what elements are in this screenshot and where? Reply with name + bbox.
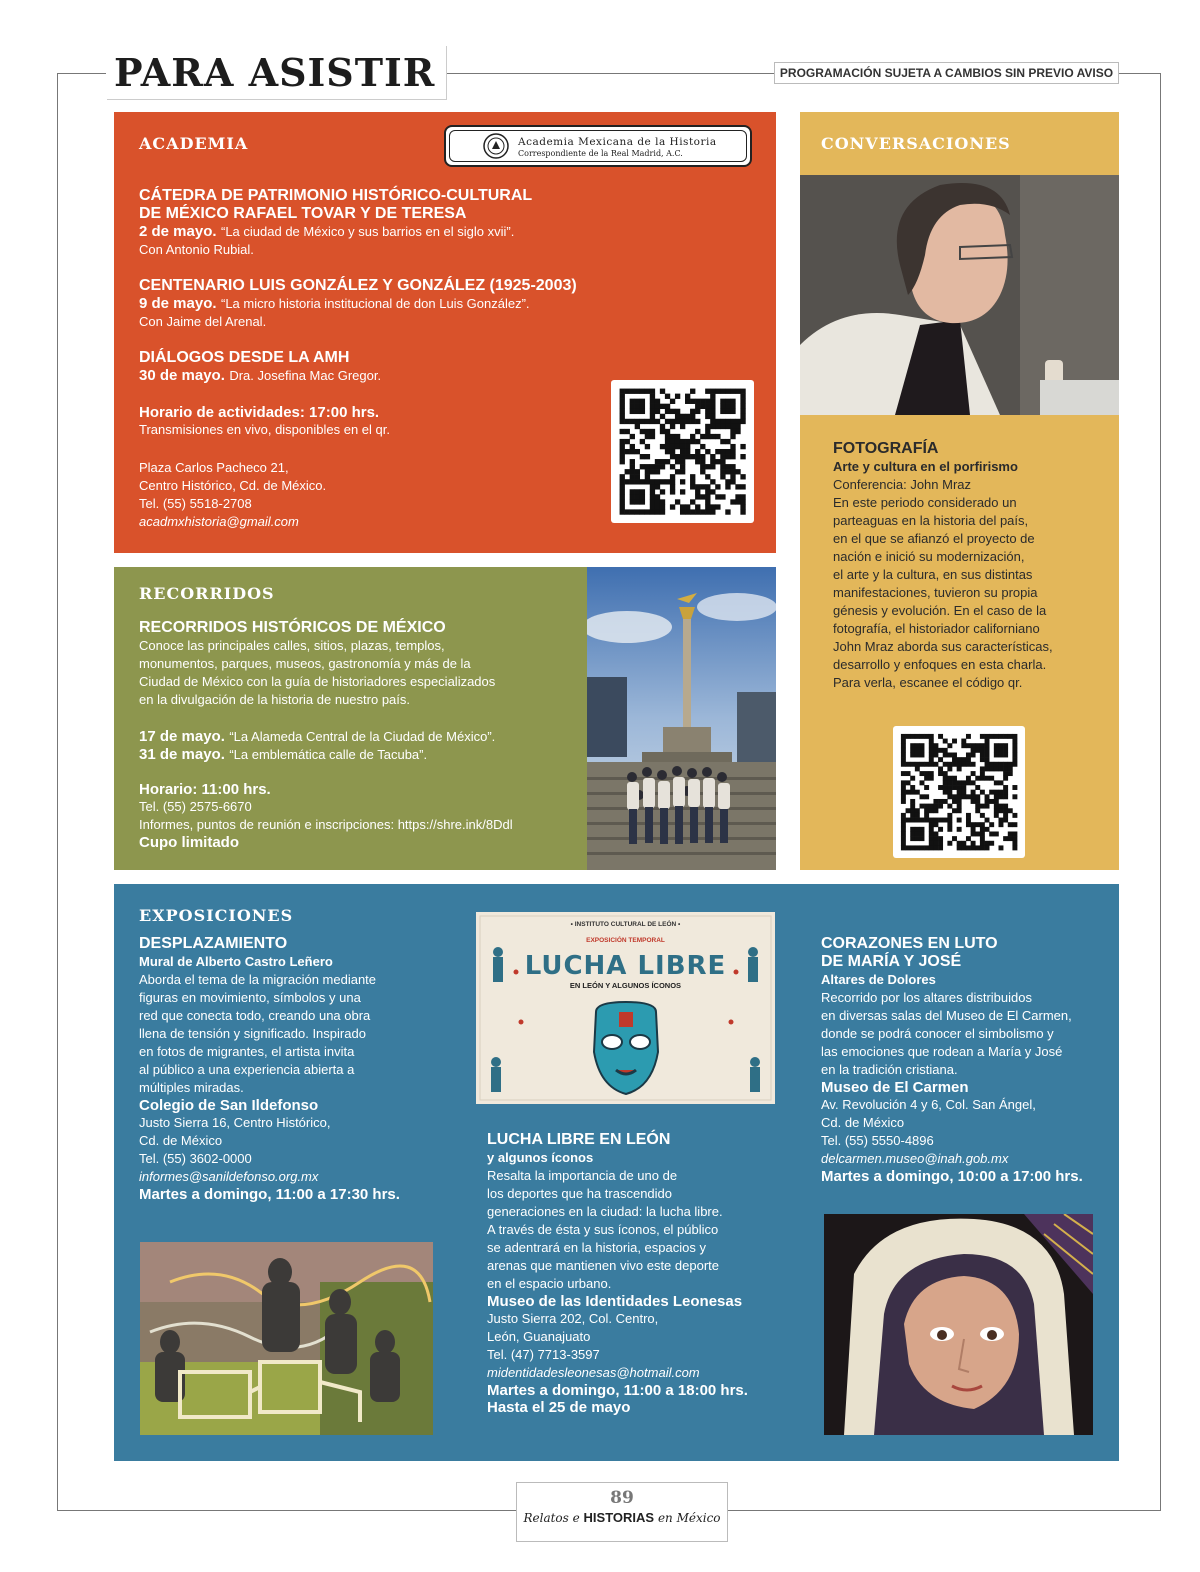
event3-title: DIÁLOGOS DESDE LA AMH xyxy=(139,349,350,366)
corazones-subtitle: Altares de Dolores xyxy=(821,972,936,987)
lucha-libre-desc-line: arenas que mantienen vivo este deporte xyxy=(487,1258,719,1273)
conversaciones-desc-line: John Mraz aborda sus características, xyxy=(833,639,1053,654)
amh-seal-icon xyxy=(482,132,510,160)
exposiciones-section-label: EXPOSICIONES xyxy=(139,906,294,925)
lucha-libre-desc-line: A través de ésta y sus íconos, el público xyxy=(487,1222,719,1237)
angel-independencia-photo xyxy=(587,567,776,870)
event2-speaker: Con Jaime del Arenal. xyxy=(139,314,267,329)
corazones-desc-line: Recorrido por los altares distribuidos xyxy=(821,990,1032,1005)
desplazamiento-phone: Tel. (55) 3602-0000 xyxy=(139,1151,252,1166)
conversaciones-qr-code[interactable] xyxy=(893,726,1025,858)
conversaciones-desc-line: fotografía, el historiador californiano xyxy=(833,621,1040,636)
recorridos-section-label: RECORRIDOS xyxy=(139,584,275,603)
recorridos-limit: Cupo limitado xyxy=(139,834,239,851)
conversaciones-desc-line: En este periodo considerado un xyxy=(833,495,1017,510)
desplazamiento-desc-line: red que conecta todo, creando una obra xyxy=(139,1008,371,1023)
conversaciones-section-label: CONVERSACIONES xyxy=(821,134,1011,153)
recorridos-title: RECORRIDOS HISTÓRICOS DE MÉXICO xyxy=(139,619,446,636)
corazones-title-line2: DE MARÍA Y JOSÉ xyxy=(821,953,962,970)
mural-image xyxy=(140,1242,433,1435)
conversaciones-subtitle: Arte y cultura en el porfirismo xyxy=(833,459,1018,474)
desplazamiento-title: DESPLAZAMIENTO xyxy=(139,935,288,952)
lucha-libre-hours: Martes a domingo, 11:00 a 18:00 hrs. xyxy=(487,1382,748,1399)
desplazamiento-subtitle: Mural de Alberto Castro Leñero xyxy=(139,954,333,969)
academia-address-line1: Plaza Carlos Pacheco 21, xyxy=(139,460,289,475)
poster-title: LUCHA LIBRE xyxy=(524,951,727,981)
conversaciones-desc-line: manifestaciones, tuvieron su propia xyxy=(833,585,1038,600)
lucha-libre-poster xyxy=(476,912,775,1104)
conversaciones-desc-line: parteaguas en la historia del país, xyxy=(833,513,1029,528)
lucha-libre-email[interactable]: midentidadesleonesas@hotmail.com xyxy=(487,1365,700,1380)
academia-qr-code[interactable] xyxy=(611,380,754,523)
corazones-address-line1: Av. Revolución 4 y 6, Col. San Ángel, xyxy=(821,1097,1036,1112)
event2-desc: “La micro historia institucional de don Luis González”. xyxy=(221,296,530,311)
corazones-desc-line: donde se podrá conocer el simbolismo y xyxy=(821,1026,1054,1041)
conversaciones-desc-line: Para verla, escanee el código qr. xyxy=(833,675,1023,690)
amh-logo xyxy=(444,125,752,167)
desplazamiento-desc-line: al público a una experiencia abierta a xyxy=(139,1062,355,1077)
desplazamiento-email[interactable]: informes@sanildefonso.org.mx xyxy=(139,1169,319,1184)
event3-desc: Dra. Josefina Mac Gregor. xyxy=(229,368,382,383)
academia-stream-note: Transmisiones en vivo, disponibles en el qr. xyxy=(139,422,390,437)
conversaciones-desc-line: génesis y evolución. En el caso de la xyxy=(833,603,1047,618)
lucha-libre-desc-line: en el espacio urbano. xyxy=(487,1276,612,1291)
recorridos-date1-desc: “La Alameda Central de la Ciudad de México”. xyxy=(229,729,496,744)
event1-title-line1: CÁTEDRA DE PATRIMONIO HISTÓRICO-CULTURAL xyxy=(139,187,533,204)
corazones-phone: Tel. (55) 5550-4896 xyxy=(821,1133,934,1148)
lucha-libre-phone: Tel. (47) 7713-3597 xyxy=(487,1347,600,1362)
academia-phone: Tel. (55) 5518-2708 xyxy=(139,496,252,511)
recorridos-date2: 31 de mayo. xyxy=(139,746,225,763)
recorridos-date1: 17 de mayo. xyxy=(139,728,225,745)
event1-desc: “La ciudad de México y sus barrios en el siglo xvii”. xyxy=(221,224,515,239)
recorridos-panel xyxy=(114,567,587,870)
event2-date: 9 de mayo. xyxy=(139,295,217,312)
corazones-hours: Martes a domingo, 10:00 a 17:00 hrs. xyxy=(821,1168,1083,1185)
corazones-email[interactable]: delcarmen.museo@inah.gob.mx xyxy=(821,1151,1009,1166)
lucha-libre-until: Hasta el 25 de mayo xyxy=(487,1399,631,1416)
event2-title: CENTENARIO LUIS GONZÁLEZ Y GONZÁLEZ (1925-2003) xyxy=(139,277,577,294)
lucha-libre-desc-line: se adentrará en la historia, espacios y xyxy=(487,1240,706,1255)
academia-schedule: Horario de actividades: 17:00 hrs. xyxy=(139,404,380,421)
conversaciones-desc-line: en el que se afianzó el proyecto de xyxy=(833,531,1035,546)
desplazamiento-desc-line: figuras en movimiento, símbolos y una xyxy=(139,990,361,1005)
desplazamiento-venue: Colegio de San Ildefonso xyxy=(139,1097,319,1114)
recorridos-info-link[interactable]: Informes, puntos de reunión e inscripciones: https://shre.ink/8Ddl xyxy=(139,817,513,832)
page-footer xyxy=(516,1482,728,1542)
page-title: PARA ASISTIR xyxy=(114,50,436,95)
lucha-libre-title: LUCHA LIBRE EN LEÓN xyxy=(487,1131,671,1148)
academia-address-line2: Centro Histórico, Cd. de México. xyxy=(139,478,327,493)
event1-speaker: Con Antonio Rubial. xyxy=(139,242,254,257)
corazones-venue: Museo de El Carmen xyxy=(821,1079,969,1096)
event1-date: 2 de mayo. xyxy=(139,223,217,240)
recorridos-date2-desc: “La emblemática calle de Tacuba”. xyxy=(229,747,428,762)
exposiciones-panel xyxy=(114,884,1119,1461)
recorridos-desc-line4: en la divulgación de la historia de nuestro país. xyxy=(139,692,411,707)
magazine-name: Relatos e HISTORIAS en México xyxy=(523,1510,721,1525)
academia-email[interactable]: acadmxhistoria@gmail.com xyxy=(139,514,299,529)
john-mraz-photo xyxy=(800,175,1119,415)
corazones-desc-line: en diversas salas del Museo de El Carmen, xyxy=(821,1008,1072,1023)
virgen-dolores-image xyxy=(824,1214,1093,1435)
desplazamiento-desc-line: Aborda el tema de la migración mediante xyxy=(139,972,377,987)
page-number: 89 xyxy=(610,1488,634,1508)
corazones-address-line2: Cd. de México xyxy=(821,1115,905,1130)
poster-subtitle: EN LEÓN Y ALGUNOS ÍCONOS xyxy=(569,981,682,990)
recorridos-desc-line1: Conoce las principales calles, sitios, plazas, templos, xyxy=(139,638,445,653)
lucha-libre-address-line1: Justo Sierra 202, Col. Centro, xyxy=(487,1311,659,1326)
poster-institute: • INSTITUTO CULTURAL DE LEÓN • xyxy=(570,921,681,928)
desplazamiento-address-line1: Justo Sierra 16, Centro Histórico, xyxy=(139,1115,331,1130)
lucha-libre-desc-line: Resalta la importancia de uno de xyxy=(487,1168,678,1183)
conversaciones-speaker: Conferencia: John Mraz xyxy=(833,477,972,492)
desplazamiento-desc-line: múltiples miradas. xyxy=(139,1080,244,1095)
poster-tag: EXPOSICIÓN TEMPORAL xyxy=(586,937,665,944)
event1-title-line2: DE MÉXICO RAFAEL TOVAR Y DE TERESA xyxy=(139,205,467,222)
corazones-desc-line: las emociones que rodean a María y José xyxy=(821,1044,1063,1059)
desplazamiento-desc-line: llena de tensión y significado. Inspirado xyxy=(139,1026,366,1041)
desplazamiento-address-line2: Cd. de México xyxy=(139,1133,223,1148)
desplazamiento-hours: Martes a domingo, 11:00 a 17:30 hrs. xyxy=(139,1186,400,1203)
recorridos-desc-line3: Ciudad de México con la guía de historiadores especializados xyxy=(139,674,496,689)
lucha-libre-subtitle: y algunos íconos xyxy=(487,1150,594,1165)
event3-date: 30 de mayo. xyxy=(139,367,225,384)
amh-logo-subtitle: Correspondiente de la Real Madrid, A.C. xyxy=(518,149,683,158)
corazones-title-line1: CORAZONES EN LUTO xyxy=(821,935,998,952)
recorridos-schedule: Horario: 11:00 hrs. xyxy=(139,781,271,798)
schedule-notice: PROGRAMACIÓN SUJETA A CAMBIOS SIN PREVIO AVISO xyxy=(774,62,1119,84)
desplazamiento-desc-line: en fotos de migrantes, el artista invita xyxy=(139,1044,355,1059)
recorridos-phone: Tel. (55) 2575-6670 xyxy=(139,799,252,814)
lucha-libre-desc-line: generaciones en la ciudad: la lucha libre. xyxy=(487,1204,723,1219)
lucha-libre-address-line2: León, Guanajuato xyxy=(487,1329,591,1344)
amh-logo-name: Academia Mexicana de la Historia xyxy=(518,136,717,148)
lucha-libre-venue: Museo de las Identidades Leonesas xyxy=(487,1293,743,1310)
corazones-desc-line: en la tradición cristiana. xyxy=(821,1062,958,1077)
conversaciones-desc-line: el arte y la cultura, en sus distintas xyxy=(833,567,1033,582)
conversaciones-category: FOTOGRAFÍA xyxy=(833,440,939,457)
conversaciones-desc-line: desarrollo y enfoques en esta charla. xyxy=(833,657,1047,672)
recorridos-desc-line2: monumentos, parques, museos, gastronomía y más de la xyxy=(139,656,471,671)
lucha-libre-desc-line: los deportes que ha trascendido xyxy=(487,1186,673,1201)
academia-section-label: ACADEMIA xyxy=(139,134,249,153)
conversaciones-desc-line: nación e inició su modernización, xyxy=(833,549,1025,564)
